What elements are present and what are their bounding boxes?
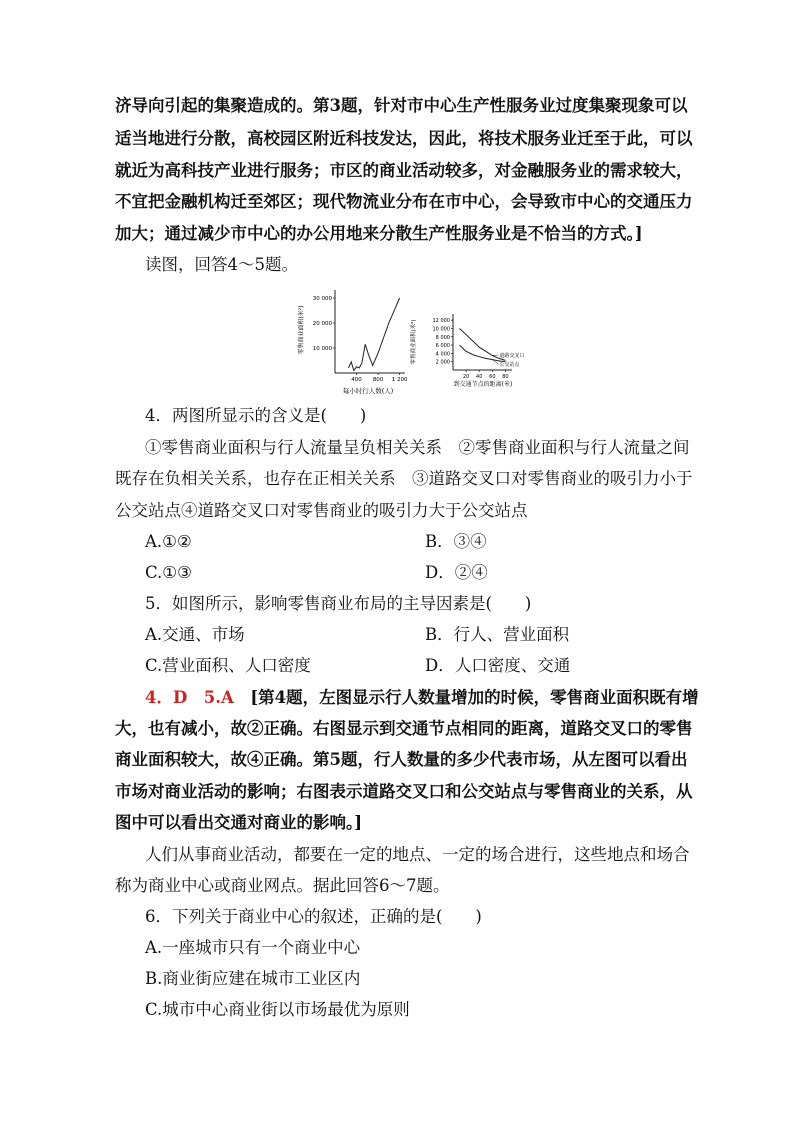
x-tick-label: 400: [351, 377, 362, 383]
answer-line: 大，也有减小，故②正确。右图显示到交通节点相同的距离，道路交叉口的零售: [115, 719, 693, 738]
q4-statement-line: 公交站点④道路交叉口对零售商业的吸引力大于公交站点: [115, 501, 528, 520]
y-tick-label: 4 000: [435, 351, 450, 358]
q4-stem: 4．两图所显示的含义是( ): [145, 406, 367, 425]
q6-option-a[interactable]: A.一座城市只有一个商业中心: [145, 938, 361, 957]
q4-option-a[interactable]: A.①②: [145, 532, 192, 551]
q6-option-b[interactable]: B.商业街应建在城市工业区内: [145, 969, 361, 988]
q5-option-c[interactable]: C.营业面积、人口密度: [145, 656, 311, 675]
series-label: 公交站点: [499, 362, 520, 368]
y-tick-label: 2 000: [435, 359, 450, 366]
q5-option-b[interactable]: B．行人、营业面积: [425, 625, 570, 644]
answer-4-5: [145, 688, 699, 708]
chart-distance: [408, 310, 538, 390]
series-label: 道路交叉口: [499, 353, 525, 359]
y-tick-label: 10 000: [312, 346, 332, 352]
right-xlabel: 到交通节点的距离(米): [453, 381, 513, 388]
y-tick-label: 30 000: [312, 296, 332, 302]
q5-option-a[interactable]: A.交通、市场: [145, 625, 245, 644]
answer-line: 商业面积较大，故④正确。第5题，行人数量的多少代表市场，从左图可以看出: [115, 750, 688, 769]
x-tick-label: 40: [476, 374, 483, 380]
x-tick-label: 1 200: [391, 377, 408, 383]
x-tick-label: 80: [502, 374, 509, 380]
q4-statement-line: 既存在负相关关系，也存在正相关关系 ③道路交叉口对零售商业的吸引力小于: [115, 469, 693, 488]
text-line: 不宜把金融机构迁至郊区；现代物流业分布在市中心，会导致市中心的交通压力: [115, 192, 693, 211]
q6-option-c[interactable]: C.城市中心商业街以市场最优为原则: [145, 1000, 410, 1019]
x-tick-label: 20: [462, 374, 470, 380]
text-line: 适当地进行分散，高校园区附近科技发达，因此，将技术服务业迁至于此，可以: [115, 129, 693, 148]
text-line: 就近为高科技产业进行服务；市区的商业活动较多，对金融服务业的需求较大，: [115, 161, 693, 180]
series-line: [349, 298, 400, 371]
answer-line: [第4题，左图显示行人数量增加的时候，零售商业面积既有增: [250, 688, 699, 707]
chart-pedestrians: [290, 285, 415, 403]
y-tick-label: 6 000: [435, 343, 450, 350]
x-tick-label: 800: [372, 377, 384, 383]
q4-option-b[interactable]: B．③④: [425, 532, 487, 551]
text-line: 济导向引起的集聚造成的。第3题，针对市中心生产性服务业过度集聚现象可以: [115, 96, 688, 115]
q4-option-d[interactable]: D．②④: [425, 563, 488, 582]
answer-label: 4．D 5.A: [145, 688, 234, 707]
intro-6-7-line: 人们从事商业活动，都要在一定的地点、一定的场合进行，这些地点和场合: [145, 845, 690, 864]
intro-6-7-line: 称为商业中心或商业网点。据此回答6～7题。: [115, 876, 450, 895]
q4-statement-line: ①零售商业面积与行人流量呈负相关关系 ②零售商业面积与行人流量之间: [145, 438, 690, 457]
left-xlabel: 每小时行人数(人): [342, 387, 394, 395]
y-tick-label: 20 000: [312, 321, 332, 327]
right-ylabel: 零售商业面积(米²): [411, 319, 417, 365]
q6-stem: 6．下列关于商业中心的叙述，正确的是( ): [145, 907, 482, 926]
q4-option-c[interactable]: C.①③: [145, 563, 192, 582]
y-tick-label: 12 000: [432, 318, 450, 325]
y-tick-label: 10 000: [432, 326, 450, 333]
intro-4-5: 读图，回答4～5题。: [145, 255, 298, 274]
q5-option-d[interactable]: D．人口密度、交通: [425, 656, 571, 675]
text-line: 加大；通过减少市中心的办公用地来分散生产性服务业是不恰当的方式。]: [115, 224, 643, 243]
left-ylabel: 零售商业面积(米²): [298, 305, 305, 355]
y-tick-label: 8 000: [435, 334, 450, 341]
answer-line: 市场对商业活动的影响；右图表示道路交叉口和公交站点与零售商业的关系，从: [115, 782, 693, 801]
answer-line: 图中可以看出交通对商业的影响。]: [115, 813, 363, 832]
q5-stem: 5．如图所示，影响零售商业布局的主导因素是( ): [145, 594, 532, 613]
x-tick-label: 60: [489, 374, 496, 380]
